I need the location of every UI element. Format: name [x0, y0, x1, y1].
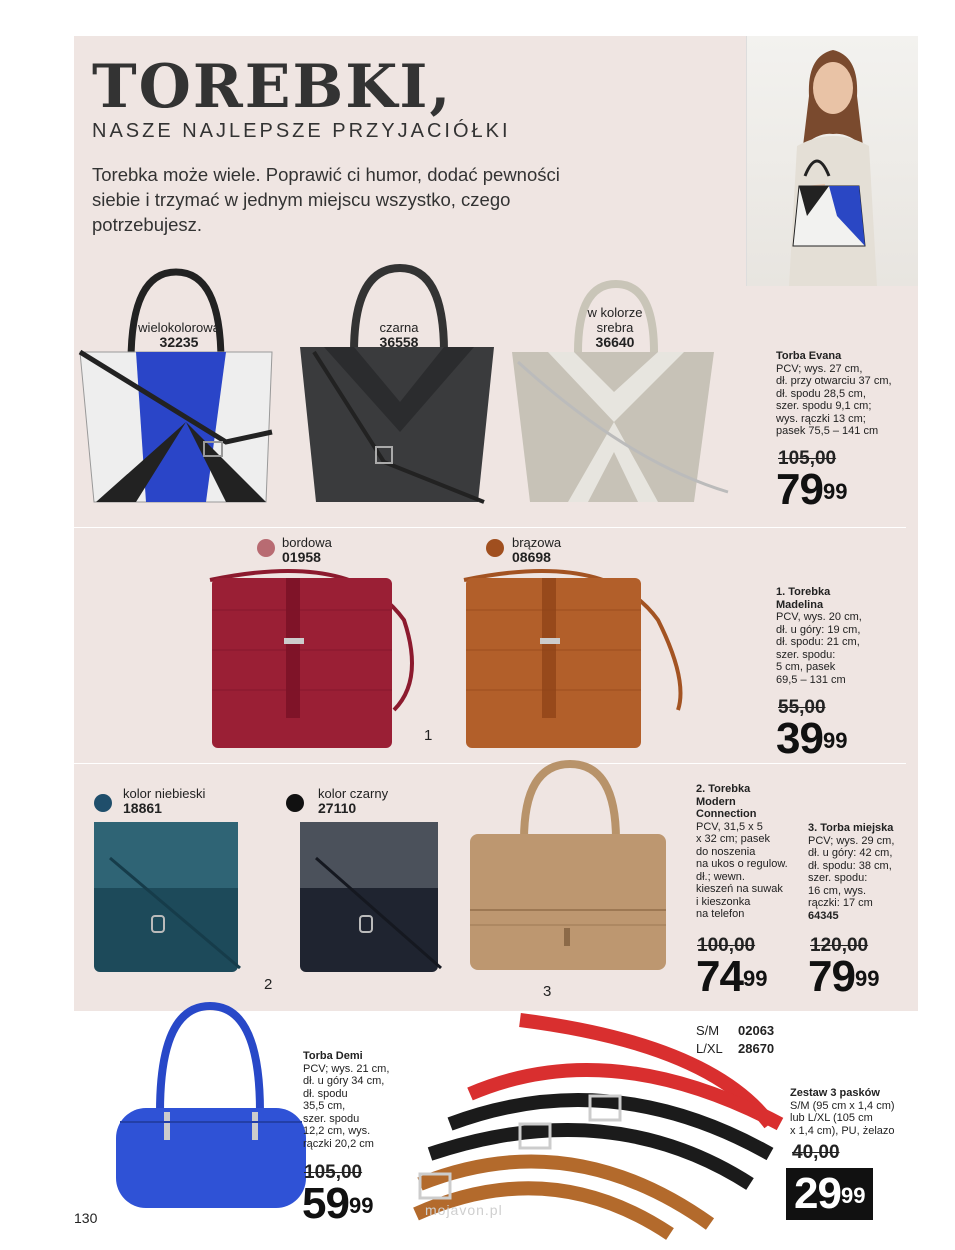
madelina-product-info — [776, 586, 906, 686]
product-name: Torba Demi — [303, 1050, 363, 1062]
price-cents: 99 — [840, 1183, 866, 1208]
variant-code: 36558 — [379, 334, 419, 350]
connection-price — [696, 952, 768, 1001]
price-main: 74 — [696, 952, 743, 1001]
price-cents: 99 — [348, 1193, 374, 1218]
connection-product-info — [696, 783, 808, 921]
product-name: Madelina — [776, 598, 824, 611]
product-desc-line: PCV, wys. 20 cm, — [776, 611, 862, 623]
evana-variant-label — [132, 320, 226, 350]
variant-color-name: czarna — [379, 320, 419, 335]
size-code: 02063 — [738, 1023, 775, 1038]
product-desc-line: na telefon — [696, 908, 745, 920]
product-desc-line: rączki 20,2 cm — [303, 1137, 374, 1150]
product-desc-line: szer. spodu: — [776, 648, 836, 661]
product-name: 2. Torebka — [696, 783, 751, 795]
product-desc-line: 12,2 cm, wys. — [303, 1125, 371, 1137]
price-cents: 99 — [822, 479, 848, 504]
product-desc-line: szer. spodu: — [808, 872, 868, 884]
demi-product-info — [303, 1050, 413, 1150]
variant-color-name: w kolorze srebra — [587, 305, 643, 335]
product-desc-line: dł. spodu 28,5 cm, — [776, 387, 866, 400]
size-label: S/M — [696, 1023, 720, 1038]
belts-old-price: 40,00 — [792, 1142, 840, 1163]
product-desc-line: PCV; wys. 29 cm, — [808, 834, 895, 847]
product-code: 64345 — [808, 909, 839, 922]
evana-old-price: 105,00 — [778, 448, 837, 469]
belts-set-image[interactable] — [410, 1014, 790, 1234]
evana-black-bag-image[interactable] — [294, 262, 504, 512]
evana-silver-bag-image[interactable] — [508, 262, 718, 512]
page-title: TOREBKI, — [92, 52, 453, 122]
price-main: 59 — [302, 1179, 349, 1228]
product-name: Torba Evana — [776, 350, 842, 362]
connection-old-price: 100,00 — [697, 935, 756, 956]
variant-code: 01958 — [282, 549, 321, 565]
product-desc-line: szer. spodu — [303, 1112, 360, 1125]
product-desc-line: kieszeń na suwak — [696, 883, 783, 895]
product-desc-line: i kieszonka — [696, 895, 751, 908]
madelina-price — [776, 714, 848, 763]
evana-multicolor-bag-image[interactable] — [76, 262, 286, 512]
watermark: mojavon.pl — [425, 1202, 503, 1218]
product-name: Connection — [696, 808, 757, 820]
belts-price — [786, 1168, 873, 1220]
model-photo — [746, 36, 918, 286]
price-main: 29 — [794, 1169, 841, 1218]
madelina-old-price: 55,00 — [778, 697, 826, 718]
product-desc-line: x 1,4 cm), PU, żelazo — [790, 1124, 895, 1137]
variant-color-name: brązowa — [512, 535, 562, 550]
product-desc-line: na ukos o regulow. — [696, 858, 788, 870]
connection-blue-bag-image[interactable] — [90, 818, 250, 978]
product-number: 2 — [264, 976, 273, 993]
product-desc-line: lub L/XL (105 cm — [790, 1112, 873, 1124]
intro-text: Torebka może wiele. Poprawić ci humor, dodać pewności siebie i trzymać w jednym miejscu wszystko, czego potrzebujesz. — [92, 164, 560, 235]
belts-product-info — [790, 1087, 920, 1137]
variant-code: 32235 — [159, 334, 199, 350]
price-main: 79 — [808, 952, 855, 1001]
product-desc-line: PCV; wys. 27 cm, — [776, 362, 863, 375]
page-subtitle: NASZE NAJLEPSZE PRZYJACIÓŁKI — [92, 120, 511, 142]
product-desc-line: pasek 75,5 – 141 cm — [776, 425, 879, 437]
madelina-bordeaux-bag-image[interactable] — [204, 560, 434, 750]
evana-product-info — [776, 350, 916, 438]
product-desc-line: dł.; wewn. — [696, 870, 745, 883]
product-desc-line: dł. przy otwarciu 37 cm, — [776, 375, 892, 387]
demi-old-price: 105,00 — [304, 1162, 363, 1183]
product-name: Zestaw 3 pasków — [790, 1087, 880, 1099]
variant-code: 08698 — [512, 549, 551, 565]
product-desc-line: 5 cm, pasek — [776, 661, 836, 673]
evana-price — [776, 465, 848, 514]
demi-price — [302, 1179, 374, 1228]
product-number: 3 — [543, 983, 552, 1000]
evana-variant-label — [584, 305, 646, 350]
variant-code: 27110 — [318, 800, 357, 816]
price-main: 79 — [776, 465, 823, 514]
black-color-swatch — [286, 794, 304, 812]
price-cents: 99 — [854, 966, 880, 991]
city-bag-old-price: 120,00 — [810, 935, 869, 956]
price-cents: 99 — [742, 966, 768, 991]
product-desc-line: do noszenia — [696, 845, 756, 858]
city-bag-image[interactable] — [464, 760, 674, 975]
variant-color-name: kolor czarny — [318, 786, 389, 801]
product-desc-line: 69,5 – 131 cm — [776, 673, 846, 686]
blue-color-swatch — [94, 794, 112, 812]
bordeaux-color-swatch — [257, 539, 275, 557]
variant-code: 36640 — [595, 334, 635, 350]
product-name: 1. Torebka — [776, 586, 831, 598]
city-bag-price — [808, 952, 880, 1001]
demi-blue-bag-image[interactable] — [110, 1002, 310, 1212]
variant-color-name: wielokolorowa — [138, 320, 220, 335]
variant-code: 18861 — [123, 800, 162, 816]
product-desc-line: dł. u góry 34 cm, — [303, 1075, 385, 1087]
size-code: 28670 — [738, 1041, 775, 1056]
product-desc-line: PCV, 31,5 x 5 — [696, 820, 763, 833]
variant-color-name: bordowa — [282, 535, 332, 550]
variant-color-name: kolor niebieski — [123, 786, 206, 801]
product-desc-line: dł. u góry: 42 cm, — [808, 847, 893, 859]
product-desc-line: rączki: 17 cm — [808, 897, 873, 909]
product-desc-line: S/M (95 cm x 1,4 cm) — [790, 1099, 895, 1112]
product-desc-line: dł. spodu: 38 cm, — [808, 859, 892, 872]
product-desc-line: 16 cm, wys. — [808, 884, 867, 897]
product-desc-line: szer. spodu 9,1 cm; — [776, 400, 872, 412]
page-number: 130 — [74, 1210, 98, 1226]
product-desc-line: x 32 cm; pasek — [696, 833, 770, 845]
product-number: 1 — [424, 727, 433, 744]
product-desc-line: wys. rączki 13 cm; — [776, 412, 866, 425]
product-desc-line: dł. u góry: 19 cm, — [776, 623, 861, 636]
price-cents: 99 — [822, 728, 848, 753]
brown-color-swatch — [486, 539, 504, 557]
connection-black-bag-image[interactable] — [296, 818, 456, 978]
madelina-brown-bag-image[interactable] — [458, 560, 688, 750]
product-desc-line: dł. spodu: 21 cm, — [776, 636, 860, 648]
product-desc-line: 35,5 cm, — [303, 1100, 346, 1112]
connection-variant-label — [123, 786, 205, 816]
connection-variant-label — [318, 786, 388, 816]
product-name: Modern — [696, 795, 736, 808]
product-desc-line: PCV; wys. 21 cm, — [303, 1062, 390, 1075]
evana-variant-label — [364, 320, 434, 350]
product-name: 3. Torba miejska — [808, 822, 894, 834]
product-desc-line: dł. spodu — [303, 1087, 348, 1100]
price-main: 39 — [776, 714, 823, 763]
city-bag-product-info — [808, 822, 914, 922]
size-label: L/XL — [696, 1041, 723, 1056]
section-divider — [74, 527, 906, 528]
